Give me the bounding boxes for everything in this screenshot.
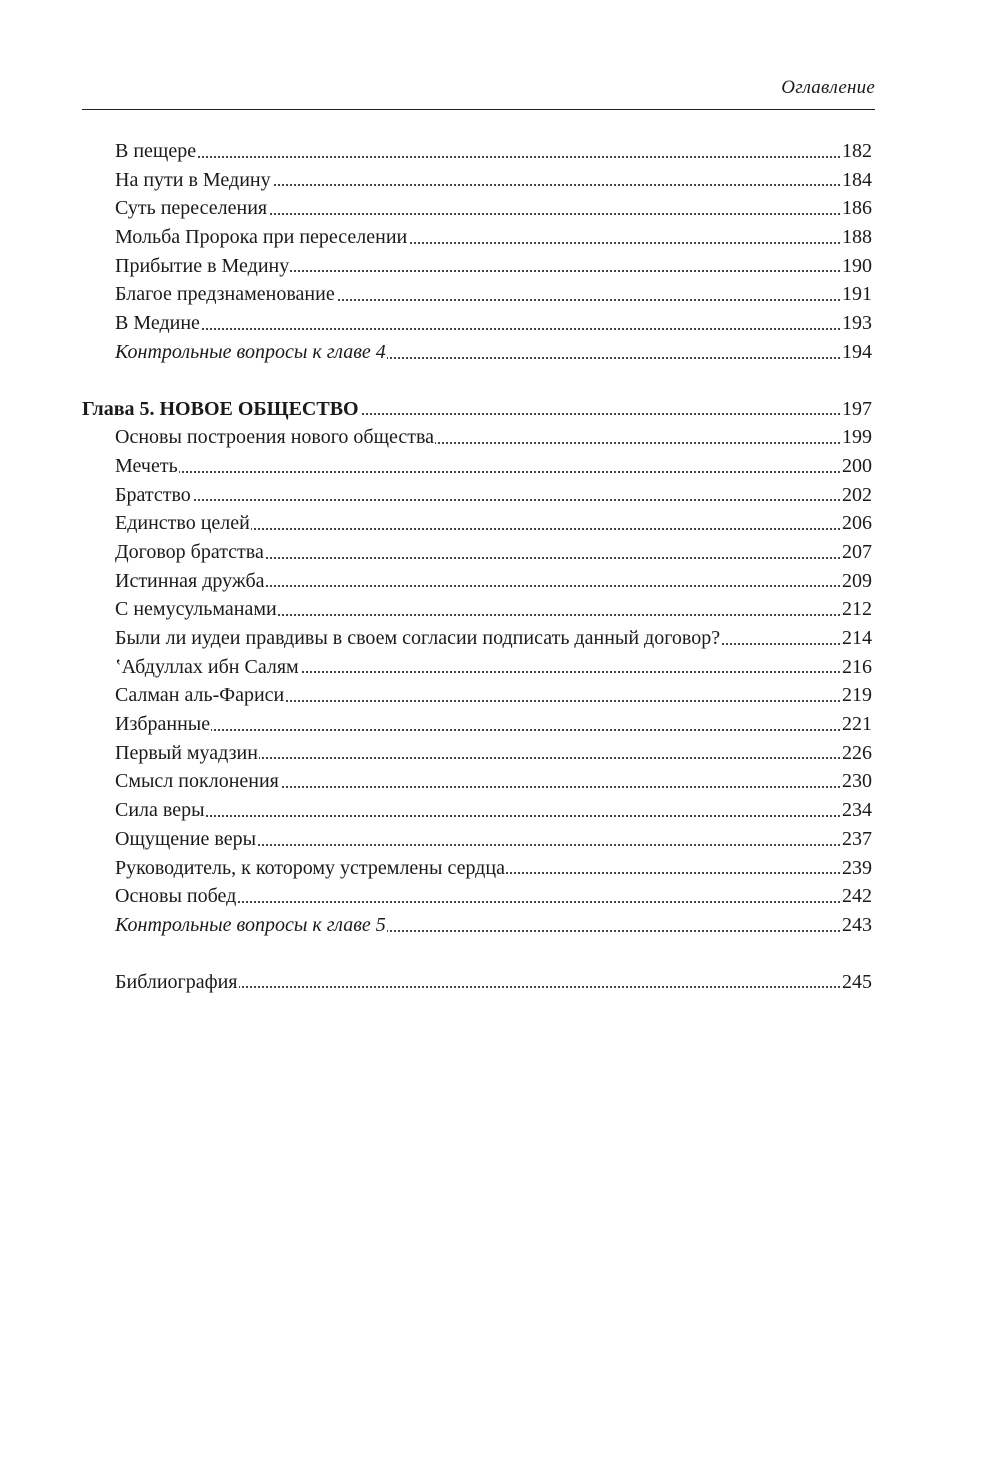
toc-entry[interactable]	[82, 194, 872, 223]
toc-entry-title: На пути в Медину	[115, 166, 272, 195]
spacer	[82, 367, 872, 395]
toc-entry[interactable]	[82, 882, 872, 911]
toc-entry-title: Были ли иудеи правдивы в своем согласии подписать данный договор?	[115, 624, 721, 653]
toc-entry-title: Первый муадзин	[115, 739, 259, 768]
toc-entry-page: 184	[841, 166, 872, 195]
toc-entry[interactable]	[82, 796, 872, 825]
toc-entry[interactable]	[82, 767, 872, 796]
toc-entry[interactable]	[82, 137, 872, 166]
toc-entry[interactable]	[82, 481, 872, 510]
toc-entry-page: 206	[841, 509, 872, 538]
toc-entry[interactable]	[82, 681, 872, 710]
toc-entry[interactable]	[82, 309, 872, 338]
toc-entry-page: 202	[841, 481, 872, 510]
toc-entry-title: Контрольные вопросы к главе 4	[115, 338, 387, 367]
toc-entry-page: 200	[841, 452, 872, 481]
spacer	[82, 940, 872, 968]
toc-entry-page: 214	[841, 624, 872, 653]
toc-entry-title: Избранные	[115, 710, 211, 739]
running-title: Оглавление	[781, 77, 875, 98]
toc-entry-page: 245	[841, 968, 872, 997]
chapter-title: Глава 5. НОВОЕ ОБЩЕСТВО	[82, 395, 360, 424]
toc-entry-bibliography[interactable]	[82, 968, 872, 997]
toc-entry[interactable]	[82, 166, 872, 195]
toc-entry-review-questions[interactable]	[82, 338, 872, 367]
toc-entry-page: 242	[841, 882, 872, 911]
table-of-contents	[82, 137, 872, 996]
toc-entry-page: 209	[841, 567, 872, 596]
toc-entry-page: 182	[841, 137, 872, 166]
toc-entry-title: ʽАбдуллах ибн Салям	[115, 653, 300, 682]
toc-entry-title: Истинная дружба	[115, 567, 266, 596]
toc-entry-title: В Медине	[115, 309, 201, 338]
toc-entry-page: 226	[841, 739, 872, 768]
toc-entry-page: 199	[841, 423, 872, 452]
toc-entry-page: 193	[841, 309, 872, 338]
toc-entry[interactable]	[82, 223, 872, 252]
toc-entry-page: 219	[841, 681, 872, 710]
toc-entry-page: 234	[841, 796, 872, 825]
toc-entry-title: Мечеть	[115, 452, 179, 481]
toc-entry-title: Суть переселения	[115, 194, 268, 223]
running-header	[82, 76, 875, 110]
toc-entry[interactable]	[82, 624, 872, 653]
toc-entry-title: Салман аль-Фариси	[115, 681, 285, 710]
toc-entry-page: 190	[841, 252, 872, 281]
chapter-page: 197	[841, 395, 872, 424]
dot-leader	[115, 328, 872, 330]
toc-entry-title: Братство	[115, 481, 192, 510]
toc-entry[interactable]	[82, 252, 872, 281]
toc-entry-title: Прибытие в Медину	[115, 252, 290, 281]
toc-entry-title: Единство целей	[115, 509, 251, 538]
toc-entry-title: Библиография	[115, 968, 239, 997]
dot-leader	[115, 815, 872, 817]
toc-entry-page: 216	[841, 653, 872, 682]
toc-entry[interactable]	[82, 280, 872, 309]
dot-leader	[115, 156, 872, 158]
toc-entry-page: 207	[841, 538, 872, 567]
toc-chapter-heading[interactable]	[82, 395, 872, 424]
toc-entry[interactable]	[82, 423, 872, 452]
toc-entry[interactable]	[82, 854, 872, 883]
toc-entry-title: Основы построения нового общества	[115, 423, 435, 452]
toc-entry-title: Благое предзнаменование	[115, 280, 336, 309]
toc-entry[interactable]	[82, 739, 872, 768]
toc-entry-page: 237	[841, 825, 872, 854]
toc-entry-page: 221	[841, 710, 872, 739]
toc-entry[interactable]	[82, 452, 872, 481]
toc-entry-title: Основы побед	[115, 882, 237, 911]
toc-entry-title: В пещере	[115, 137, 197, 166]
toc-entry-review-questions[interactable]	[82, 911, 872, 940]
toc-entry-title: Контрольные вопросы к главе 5	[115, 911, 387, 940]
toc-entry-title: С немусульманами	[115, 595, 278, 624]
dot-leader	[115, 729, 872, 731]
toc-entry-page: 188	[841, 223, 872, 252]
toc-entry-title: Ощущение веры	[115, 825, 257, 854]
toc-entry-title: Руководитель, к которому устремлены сердца	[115, 854, 506, 883]
toc-entry-title: Мольба Пророка при переселении	[115, 223, 408, 252]
toc-entry-page: 191	[841, 280, 872, 309]
toc-entry-title: Смысл поклонения	[115, 767, 280, 796]
toc-entry-page: 239	[841, 854, 872, 883]
toc-entry-page: 243	[841, 911, 872, 940]
toc-entry-page: 186	[841, 194, 872, 223]
dot-leader	[115, 499, 872, 501]
toc-entry[interactable]	[82, 595, 872, 624]
toc-entry-page: 194	[841, 338, 872, 367]
dot-leader	[115, 471, 872, 473]
toc-entry[interactable]	[82, 567, 872, 596]
toc-entry[interactable]	[82, 653, 872, 682]
toc-entry-title: Договор братства	[115, 538, 265, 567]
toc-entry[interactable]	[82, 710, 872, 739]
toc-entry[interactable]	[82, 825, 872, 854]
toc-entry-page: 212	[841, 595, 872, 624]
toc-entry-page: 230	[841, 767, 872, 796]
toc-entry-title: Сила веры	[115, 796, 206, 825]
toc-entry[interactable]	[82, 509, 872, 538]
toc-entry[interactable]	[82, 538, 872, 567]
